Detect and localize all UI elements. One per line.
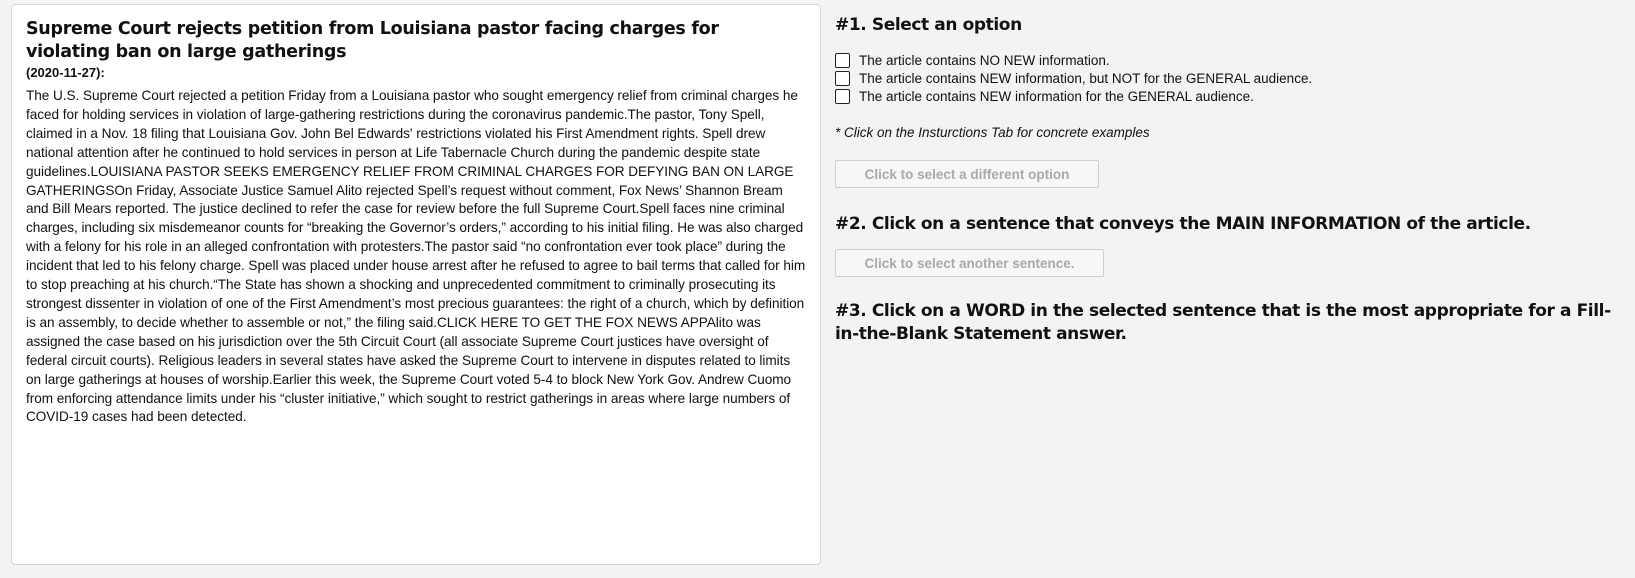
article-body[interactable]: The U.S. Supreme Court rejected a petition Friday from a Louisiana pastor who sought emergency relief from criminal charges he faced for holding services in violation of large-gathering restrictions during the coronavirus pandemic.The pastor, Tony Spell, claimed in a Nov. 18 filing that Louisiana Gov. John Bel Edwards' restrictions violated his First Amendment rights. Spell drew national attention after he continued to hold services in person at Life Tabernacle Church during the pandemic despite state guidelines.LOUISIANA PASTOR SEEKS EMERGENCY RELIEF FROM CRIMINAL CHARGES FOR DEFYING BAN ON LARGE GATHERINGSOn Friday, Associate Justice Samuel Alito rejected Spell’s request without comment, Fox News’ Shannon Bream and Bill Mears reported. The justice declined to refer the case for review before the full Supreme Court.Spell faces nine criminal charges, including six misdemeanor counts for “breaking the Governor’s orders,” according to his initial filing. He was also charged with a felony for his role in an alleged confrontation with protesters.The pastor said “no confrontation ever took place” during the incident that led to his felony charge. Spell was placed under house arrest after he refused to agree to bail terms that called for him to stop preaching at his church.“The State has shown a shocking and unprecedented commitment to criminally prosecuting its strongest dissenter in violation of one of the First Amendment’s most precious guarantees: the right of a church, which by definition is an assembly, to decide whether to assemble or not,” the filing said.CLICK HERE TO GET THE FOX NEWS APPAlito was assigned the case based on his jurisdiction over the 5th Circuit Court (all associate Supreme Court justices have oversight of federal circuit courts). Religious leaders in several states have asked the Supreme Court to intervene in disputes related to limits on large gatherings at houses of worship.Earlier this week, the Supreme Court voted 5-4 to block New York Gov. Andrew Cuomo from enforcing attendance limits under his “cluster initiative,” which sought to restrict gatherings in areas where large numbers of COVID-19 cases had been detected. <box>26 88 806 425</box>
select-another-sentence-button[interactable]: Click to select another sentence. <box>835 249 1104 277</box>
select-different-option-button[interactable]: Click to select a different option <box>835 160 1099 188</box>
task3-heading: #3. Click on a WORD in the selected sentence that is the most appropriate for a Fill-in-the-Blank Statement answer. <box>835 301 1611 344</box>
option-checkbox[interactable] <box>835 89 850 104</box>
option-list <box>835 51 1625 105</box>
option-new-info-general[interactable] <box>835 87 1625 105</box>
option-checkbox[interactable] <box>835 71 850 86</box>
option-new-info-not-general[interactable] <box>835 69 1625 87</box>
option-label: The article contains NO NEW information. <box>859 52 1110 68</box>
tasks-panel <box>835 14 1625 346</box>
article-date: (2020-11-27): <box>26 65 105 80</box>
option-label: The article contains NEW information, but NOT for the GENERAL audience. <box>859 70 1313 86</box>
task1-heading: #1. Select an option <box>835 15 1022 35</box>
option-label: The article contains NEW information for the GENERAL audience. <box>859 88 1254 104</box>
instructions-hint: * Click on the Insturctions Tab for concrete examples <box>835 125 1150 140</box>
option-no-new-info[interactable] <box>835 51 1625 69</box>
task2-heading: #2. Click on a sentence that conveys the MAIN INFORMATION of the article. <box>835 214 1531 234</box>
article-title: Supreme Court rejects petition from Louisiana pastor facing charges for violating ban on large gatherings <box>26 19 719 62</box>
option-checkbox[interactable] <box>835 53 850 68</box>
article-panel <box>11 4 821 565</box>
